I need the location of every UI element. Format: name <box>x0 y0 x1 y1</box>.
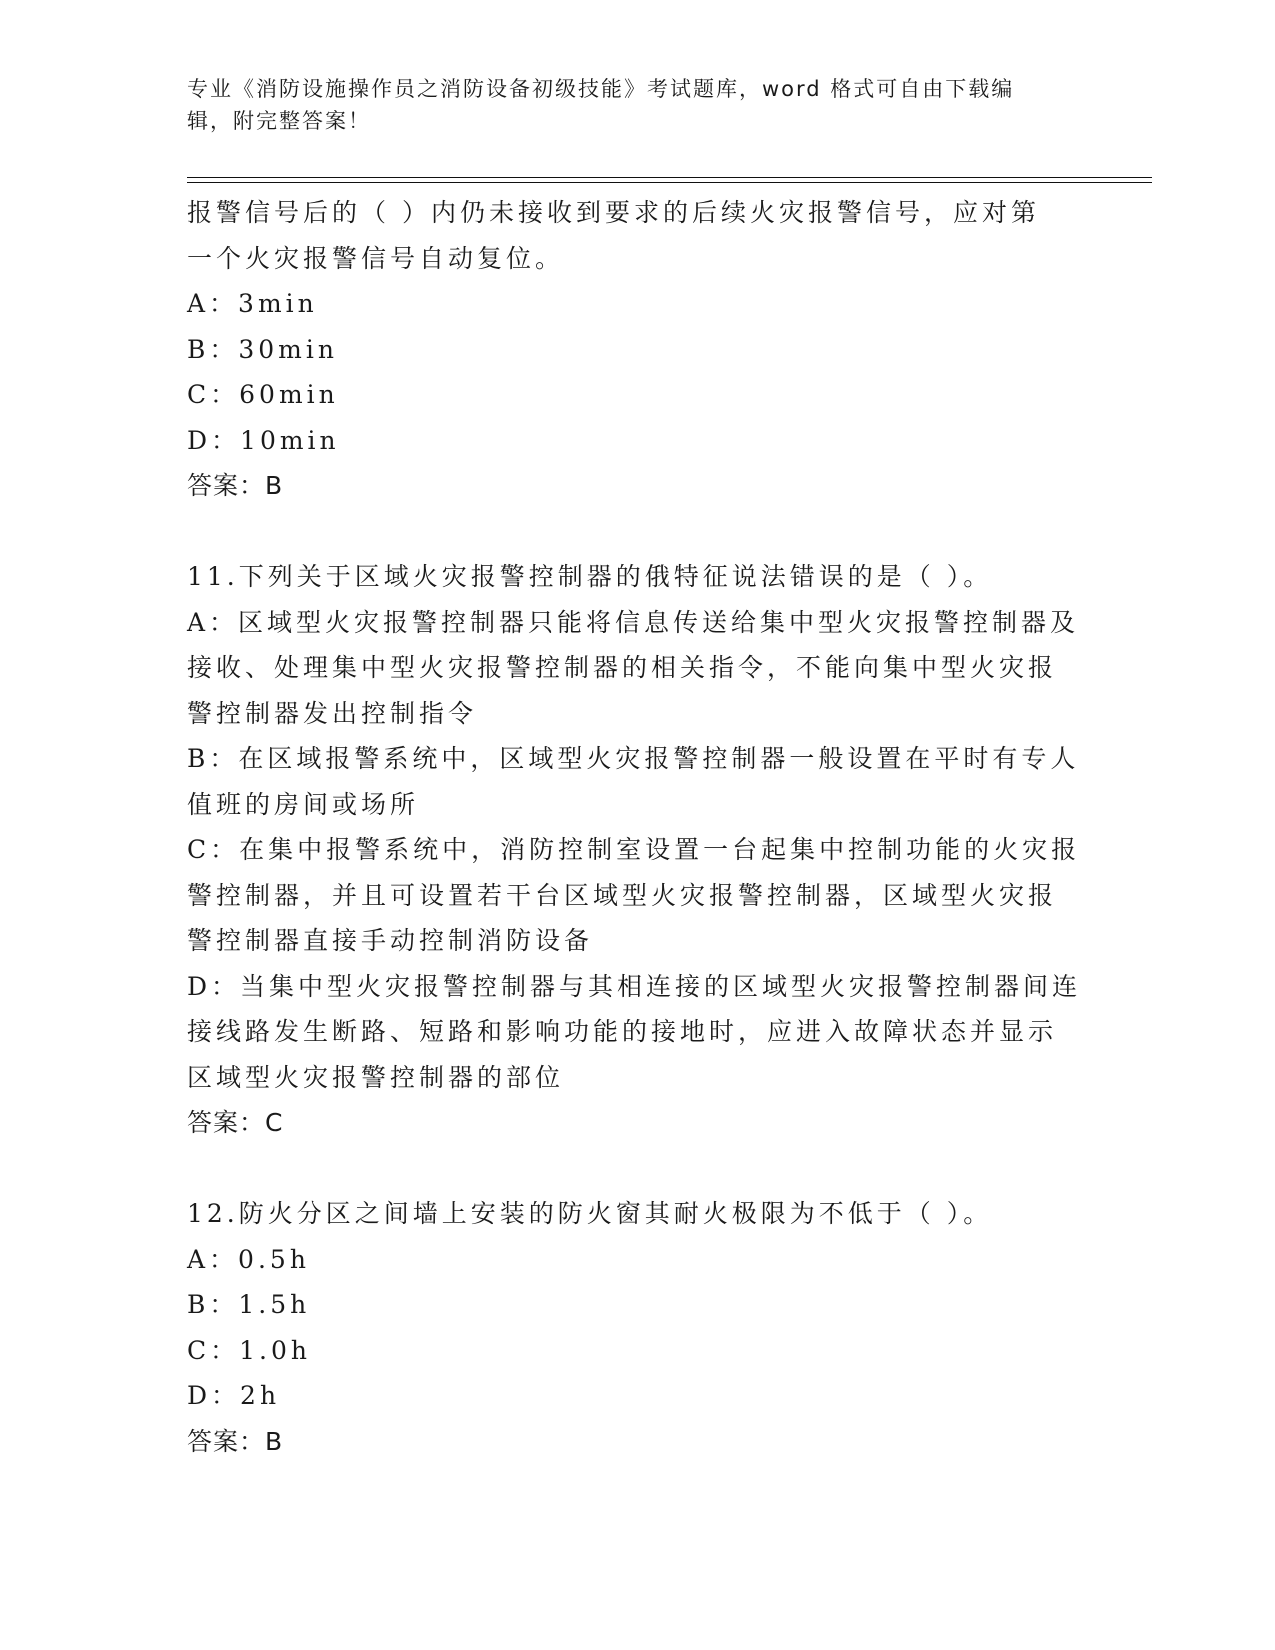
header-line-2: 辑，附完整答案！ <box>187 109 371 133</box>
header-rule-top <box>187 177 1152 178</box>
question-stem: 11.下列关于区域火灾报警控制器的俄特征说法错误的是（ ）。 <box>187 562 993 591</box>
option-b-line: 值班的房间或场所 <box>187 789 420 819</box>
header-rule-bottom <box>187 182 1152 183</box>
answer-line: 答案：B <box>187 1426 284 1456</box>
question-content <box>187 190 1087 1464</box>
answer-line: 答案：C <box>187 1108 284 1137</box>
spacer <box>187 1146 1087 1192</box>
header-line-1: 专业《消防设施操作员之消防设备初级技能》考试题库，word 格式可自由下载编 <box>187 77 1015 101</box>
option-c-line: 警控制器直接手动控制消防设备 <box>187 926 594 955</box>
option-d: D：10min <box>187 425 340 455</box>
option-c: C：60min <box>187 380 339 409</box>
option-d-line: 接线路发生断路、短路和影响功能的接地时，应进入故障状态并显示 <box>187 1017 1058 1046</box>
question-stem: 12.防火分区之间墙上安装的防火窗其耐火极限为不低于（ ）。 <box>187 1199 993 1228</box>
option-d-line: D：当集中型火灾报警控制器与其相连接的区域型火灾报警控制器间连 <box>187 971 1082 1001</box>
option-d-line: 区域型火灾报警控制器的部位 <box>187 1062 565 1092</box>
question-stem-line: 一个火灾报警信号自动复位。 <box>187 243 565 273</box>
answer-line: 答案：B <box>187 471 284 500</box>
document-header <box>187 73 1067 137</box>
option-b: B：30min <box>187 334 338 364</box>
option-a-line: 接收、处理集中型火灾报警控制器的相关指令，不能向集中型火灾报 <box>187 653 1058 682</box>
question-10 <box>187 190 1087 509</box>
option-a: A：0.5h <box>187 1244 310 1274</box>
option-b-line: B：在区域报警系统中，区域型火灾报警控制器一般设置在平时有专人 <box>187 744 1080 773</box>
question-12 <box>187 1191 1087 1464</box>
question-stem-line: 报警信号后的（ ）内仍未接收到要求的后续火灾报警信号，应对第 <box>187 198 1040 227</box>
option-a-line: A：区域型火灾报警控制器只能将信息传送给集中型火灾报警控制器及 <box>187 607 1080 637</box>
option-c: C：1.0h <box>187 1335 311 1365</box>
option-a-line: 警控制器发出控制指令 <box>187 698 478 728</box>
spacer <box>187 509 1087 555</box>
option-c-line: 警控制器，并且可设置若干台区域型火灾报警控制器，区域型火灾报 <box>187 880 1058 910</box>
option-c-line: C：在集中报警系统中，消防控制室设置一台起集中控制功能的火灾报 <box>187 835 1081 864</box>
option-a: A：3min <box>187 289 318 318</box>
question-11 <box>187 554 1087 1146</box>
option-d: D：2h <box>187 1381 281 1410</box>
option-b: B：1.5h <box>187 1290 311 1319</box>
